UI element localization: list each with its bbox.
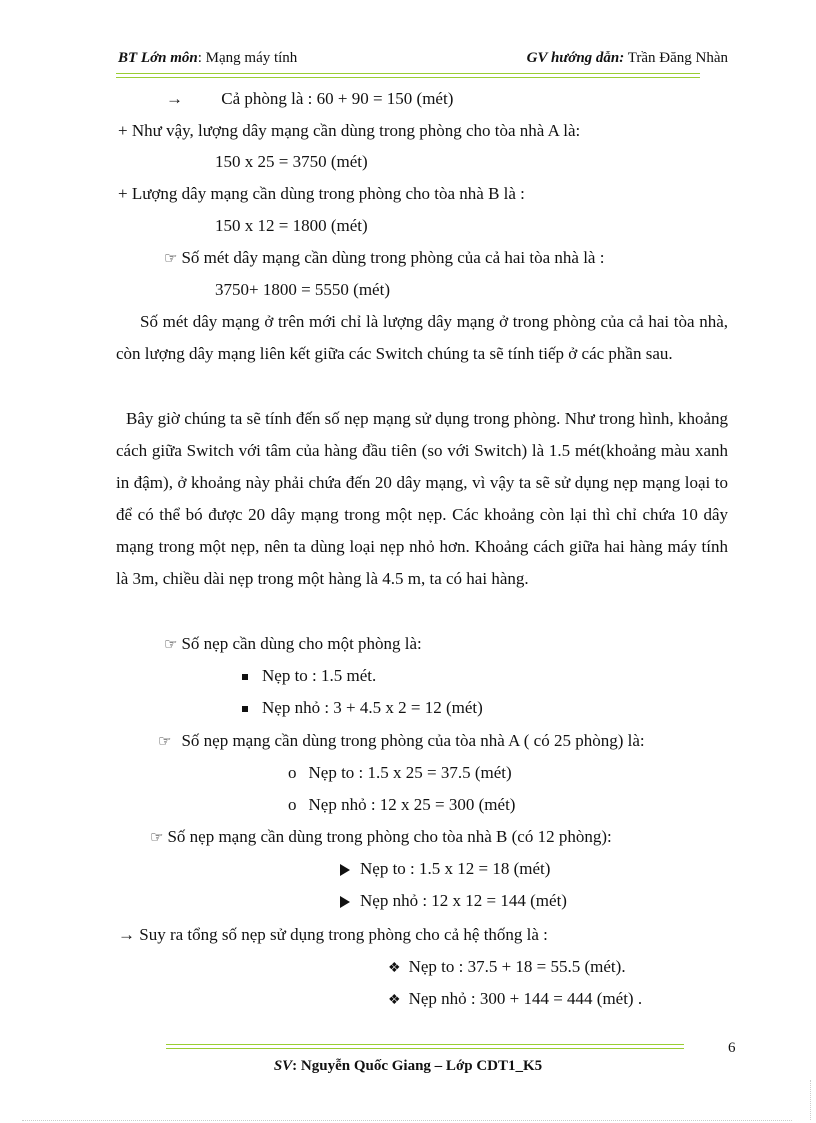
line-building-b-calc: 150 x 12 = 1800 (mét) (215, 216, 368, 235)
section-building-a-title-text: Số nẹp mạng cần dùng trong phòng của tòa nhà A ( có 25 phòng) là: (181, 731, 645, 750)
page-header (118, 50, 728, 70)
line-total-calc: 3750+ 1800 = 5550 (mét) (215, 280, 390, 299)
paragraph-trunking: Bây giờ chúng ta sẽ tính đến số nẹp mạng sử dụng trong phòng. Như trong hình, khoảng cách giữa Switch với tâm của hàng đầu tiên (so với Switch) là 1.5 mét(khoảng màu xanh in đậm), ở khoảng này phải chứa đến 20 dây mạng, vì vậy ta sẽ sử dụng nẹp mạng loại to để có thể bó được 20 dây mạng trong một nẹp. Các khoảng còn lại thì chỉ chứa 10 dây mạng trong một nẹp, nên ta dùng loại nẹp nhỏ hơn. Khoảng cách giữa hai hàng máy tính là 3m, chiều dài nẹp trong một hàng là 4.5 m, ta có hai hàng. (116, 409, 728, 588)
section-building-b-title-text: Số nẹp mạng cần dùng trong phòng cho tòa nhà B (có 12 phòng): (167, 827, 612, 846)
building-a-small-trunking: Nẹp nhỏ : 12 x 25 = 300 (mét) (308, 795, 516, 814)
footer-value: : Nguyễn Quốc Giang – Lớp CDT1_K5 (292, 1058, 543, 1074)
header-right (527, 50, 728, 67)
page-side-border (810, 1080, 811, 1120)
per-room-small-trunking: Nẹp nhỏ : 3 + 4.5 x 2 = 12 (mét) (262, 698, 483, 717)
pointing-hand-icon: ☞ (164, 251, 178, 267)
footer-label: SV (273, 1058, 293, 1074)
list-item (242, 665, 376, 687)
per-room-large-trunking: Nẹp to : 1.5 mét. (262, 666, 377, 685)
arrow-icon: → (166, 89, 183, 108)
page-footer (0, 1058, 816, 1075)
section-per-room-title (164, 633, 422, 656)
list-item (340, 890, 567, 912)
list-item (340, 858, 550, 880)
page-bottom-border (22, 1120, 792, 1121)
section-building-a-title (158, 730, 645, 753)
line-building-b-intro: + Lượng dây mạng cần dùng trong phòng cho tòa nhà B là : (118, 184, 525, 203)
list-item (388, 988, 642, 1012)
line-room-total (166, 88, 453, 110)
list-item (388, 956, 626, 980)
square-bullet-icon (242, 706, 248, 712)
header-rule (116, 73, 700, 78)
header-left-value: : Mạng máy tính (197, 50, 298, 66)
line-building-a-calc: 150 x 25 = 3750 (mét) (215, 152, 368, 171)
section-building-b-title (150, 826, 612, 849)
line-building-a-intro: + Như vậy, lượng dây mạng cần dùng trong phòng cho tòa nhà A là: (118, 121, 581, 140)
line-total-intro-text: Số mét dây mạng cần dùng trong phòng của cả hai tòa nhà là : (181, 248, 605, 267)
building-a-large-trunking: Nẹp to : 1.5 x 25 = 37.5 (mét) (308, 763, 512, 782)
section-per-room-title-text: Số nẹp cần dùng cho một phòng là: (181, 634, 422, 653)
page-number: 6 (728, 1040, 736, 1056)
building-b-large-trunking: Nẹp to : 1.5 x 12 = 18 (mét) (360, 859, 551, 878)
header-right-label: GV hướng dẫn: (526, 50, 625, 66)
header-left-label: BT Lớn môn (118, 50, 198, 66)
pointing-hand-icon: ☞ (150, 830, 164, 846)
list-item (288, 762, 512, 784)
header-left (118, 50, 297, 67)
arrowhead-bullet-icon (340, 864, 350, 876)
square-bullet-icon (242, 674, 248, 680)
line-room-total-text: Cả phòng là : 60 + 90 = 150 (mét) (221, 89, 454, 108)
summary-large-trunking: Nẹp to : 37.5 + 18 = 55.5 (mét). (408, 957, 626, 976)
pointing-hand-icon: ☞ (158, 734, 172, 750)
summary-small-trunking: Nẹp nhỏ : 300 + 144 = 444 (mét) . (408, 989, 643, 1008)
list-item (242, 697, 483, 719)
summary-title: → Suy ra tổng số nẹp sử dụng trong phòng cho cả hệ thống là : (118, 925, 548, 944)
paragraph-note: Số mét dây mạng ở trên mới chỉ là lượng dây mạng ở trong phòng của cả hai tòa nhà, còn lượng dây mạng liên kết giữa các Switch chúng ta sẽ tính tiếp ở các phần sau. (116, 312, 728, 363)
diamond-bullet-icon: ❖ (388, 993, 401, 1008)
arrowhead-bullet-icon (340, 896, 350, 908)
pointing-hand-icon: ☞ (164, 637, 178, 653)
list-item (288, 794, 515, 816)
diamond-bullet-icon: ❖ (388, 961, 401, 976)
circle-bullet-icon: o (288, 763, 297, 782)
header-right-value: Trần Đăng Nhàn (624, 50, 728, 66)
footer-rule (166, 1044, 684, 1049)
circle-bullet-icon: o (288, 795, 297, 814)
building-b-small-trunking: Nẹp nhỏ : 12 x 12 = 144 (mét) (360, 891, 567, 910)
line-total-intro (164, 247, 604, 270)
